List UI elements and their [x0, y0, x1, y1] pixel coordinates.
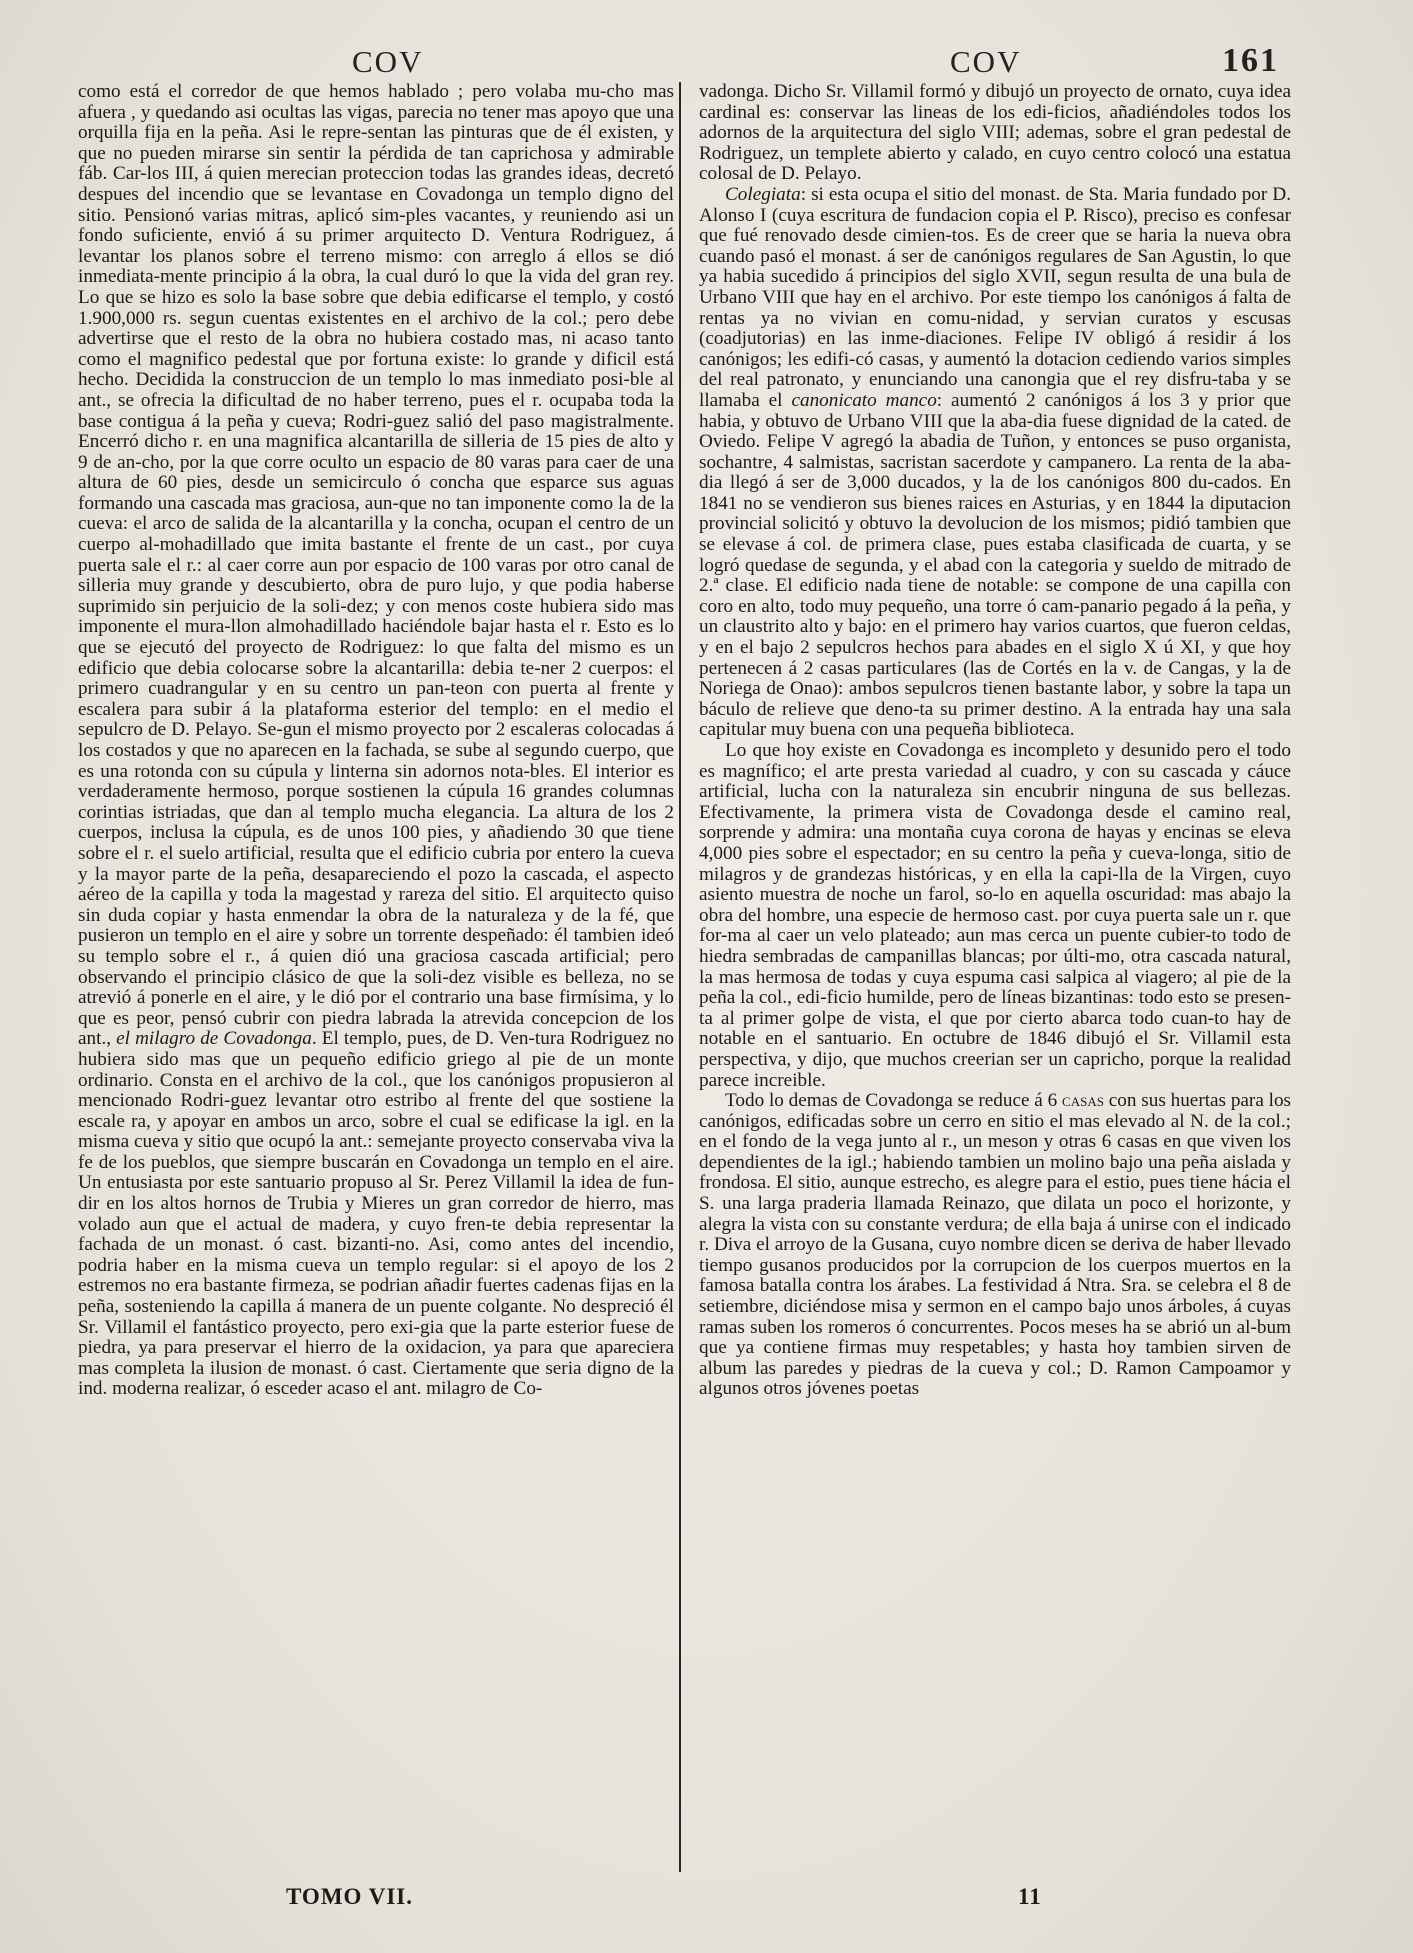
right-paragraph-3: Lo que hoy existe en Covadonga es incompleto y desunido pero el todo es magnífico; el arte presta variedad al cuadro, y con su cascada y cáuce artificial, lucha con la naturaleza sin encubrir ninguna de sus bellezas. Efectivamente, la primera vista de Covadonga desde el camino real, sorprende y admira: una montaña cuya corona de hayas y encinas se eleva 4,000 pies sobre el espectador; en su centro la peña y cueva-longa, sitio de milagros y de grandezas históricas, y en ella la capi-lla de la Virgen, cuyo asiento muestra de noche un farol, so-lo en aquella oscuridad: mas abajo la obra del hombre, una especie de hermoso cast. por cuya puerta sale un r. que for-ma al caer un velo plateado; aun mas cerca un puente cubier-to todo de hiedra sembradas de campanillas blancas; por últi-mo, otra cascada natural, la mas hermosa de todas y cuya espuma casi salpica al viagero; al pie de la peña la col., edi-ficio humilde, pero de líneas bizantinas: todo esto se presen-ta al primer golpe de vista, el que por cierto abarca todo cuan-to hay de notable en el santuario. En octubre de 1846 dibujó el Sr. Villamil esta perspectiva, y dijo, que muchos creerian ser un capricho, porque la realidad parece increible.	[699, 740, 1291, 1091]
right-italic-phrase: canonicato manco	[791, 389, 937, 411]
right-paragraph-4	[699, 1091, 1291, 1400]
right-paragraph-1: vadonga. Dicho Sr. Villamil formó y dibujó un proyecto de ornato, cuya idea cardinal es: conservar las lineas de los edi-ficios, añadiéndoles todos los adornos de la arquitectura del siglo VIII; ademas, sobre el gran pedestal de Rodriguez, un templete abierto y calado, en cuyo centro colocó una estatua colosal de D. Pelayo.	[699, 82, 1291, 185]
colegiata-label: Colegiata	[725, 183, 801, 205]
signature-mark: 11	[1018, 1884, 1042, 1909]
running-head-left: COV	[352, 44, 424, 79]
right-text-2: : si esta ocupa el sitio del monast. de Sta. Maria fundado por D. Alonso I (cuya escritura de fundacion copia el P. Risco), preciso es confesar que fué renovado desde cimien-tos. Es de creer que se haria la nueva obra cuando pasó el monast. á ser de canónigos regulares de San Agustin, lo que ya habia sucedido á principios del siglo XVII, segun resulta de una bula de Urbano VIII que hay en el archivo. Por este tiempo los canónigos á falta de rentas ya no vivian en comu-nidad, y servian curatos y escusas (coadjutorias) en las inme-diaciones. Felipe IV obligó á residir á los canónigos; les edifi-có casas, y aumentó la dotacion cediendo varios simples del real patronato, y enunciando una canongia que el rey disfru-taba y se llamaba el	[699, 183, 1291, 411]
right-text-4b: con sus huertas para los canónigos, edificadas sobre un cerro en sitio el mas elevado al N. de la col.; en el fondo de la vega junto al r., un meson y otras 6 casas en que viven los dependientes de la igl.; habiendo tambien un molino bajo una peña aislada y frondosa. El sitio, aunque estrecho, es alegre para el estio, pues tiene hácia el S. una larga praderia llamada Reinazo, que dilata un poco el horizonte, y alegra la vista con su constante verdura; de ella baja á unirse con el indicado r. Diva el arroyo de la Gusana, cuyo nombre dicen se deriva de haber llevado tiempo gusanos producidos por la corrupcion de los cuerpos muertos en la famosa batalla contra los árabes. La festividad á Ntra. Sra. se celebra el 8 de setiembre, diciéndose misa y sermon en el campo bajo unos árboles, á cuyas ramas suben los romeros ó concurrentes. Pocos meses ha se abrió un al-bum que ya contiene firmas muy respetables; y hasta hoy tambien sirven de album las paredes y piedras de la cueva y col.; D. Ramon Campoamor y algunos otros jóvenes poetas	[699, 1090, 1291, 1400]
left-paragraph-1	[78, 82, 674, 1400]
column-divider	[679, 82, 681, 1872]
left-column	[78, 82, 674, 1882]
right-text-2b: : aumentó 2 canónigos á los 3 y prior que habia, y obtuvo de Urbano VIII que la aba-dia fuese dignidad de la cated. de Oviedo. Felipe V agregó la abadia de Tuñon, y entonces se puso organista, sochantre, 4 salmistas, sacristan sacerdote y campanero. La renta de la aba-dia llegó á ser de 3,000 ducados, y la de los canónigos 800 du-cados. En 1841 no se vendieron sus bienes raices en Asturias, y en 1844 la diputacion provincial solicitó y obtuvo la devolucion de los mismos; pidió tambien que se elevase á col. de primera clase, pues estaba clasificada de cuarta, y se logró quedase de segunda, y el abad con la categoria y sueldo de mitrado de 2.ª clase. El edificio nada tiene de notable: se compone de una capilla con coro en alto, todo muy pequeño, una torre ó cam-panario pegado á la peña, y un claustrito alto y bajo: en el primero hay varios cuartos, que fueron celdas, y en el bajo 2 sepulcros hechos para abades en el siglo X ú XI, y que hoy pertenecen á 2 casas particulares (las de Cortés en la v. de Cangas, y la de Noriega de Onao): ambos sepulcros tienen bastante labor, y sobre la tapa un báculo de relieve que deno-ta su primer destino. A la entrada hay una sala capitular muy buena con una pequeña biblioteca.	[699, 389, 1291, 741]
volume-footer: TOMO VII.	[286, 1884, 414, 1909]
running-head-right: COV	[950, 44, 1022, 79]
left-italic-phrase: el milagro de Covadonga	[116, 1028, 312, 1050]
left-text-1: como está el corredor de que hemos hablado ; pero volaba mu-cho mas afuera , y quedando asi ocultas las vigas, parecia no tener mas apoyo que una orquilla fija en la peña. Asi le repre-sentan las pinturas que de él existen, y que no pueden mirarse sin sentir la pérdida de tan caprichosa y admirable fáb. Car-los III, á quien merecian proteccion todas las grandes ideas, decretó despues del incendio que se levantase en Covadonga un templo digno del sitio. Pensionó varias mitras, aplicó sim-ples vacantes, y reuniendo asi un fondo suficiente, envió á su primer arquitecto D. Ventura Rodriguez, á levantar los planos sobre el terreno mismo: con arreglo á ellos se dió inmediata-mente principio á la obra, la cual duró lo que la vida del gran rey. Lo que se hizo es solo la base sobre que debia edificarse el templo, y costó 1.900,000 rs. segun cuentas existentes en el archivo de la col.; pero debe advertirse que el resto de la obra no hubiera costado mas, ni acaso tanto como el magnifico pedestal que por fortuna existe: lo grande y dificil está hecho. Decidida la construccion de un templo lo mas inmediato posi-ble al ant., se ofrecia la dificultad de no haber terreno, pues el r. ocupaba toda la base contigua á la peña y cueva; Rodri-guez salió del paso magistralmente. Encerró dicho r. en una magnifica alcantarilla de silleria de 15 pies de alto y 9 de an-cho, por la que corre oculto un espacio de 80 varas para caer de una altura de 60 pies, desde un semicirculo ó concha que esparce sus aguas formando una cascada mas graciosa, aun-que no tan imponente como la de la cueva: el arco de salida de la alcantarilla y la concha, ocupan el centro de un cuerpo al-mohadillado que imita bastante el frente de un cast., por cuya puerta sale el r.: al caer corre aun por espacio de 100 varas por otro canal de silleria muy grande y descubierto, obra de puro lujo, y que podia haberse suprimido sin perjuicio de la soli-dez; y con menos coste hubiera sido mas imponente el mura-llon almohadillado haciéndole bajar hasta el r. Esto es lo que se ejecutó del proyecto de Rodriguez: lo que falta del mismo es un edificio que debia colocarse sobre la alcantarilla: debia te-ner 2 cuerpos: el primero cuadrangular y en su centro un pan-teon con puerta al frente y escalera para subir á la plataforma esterior del templo: en el medio el sepulcro de D. Pelayo. Se-gun el mismo proyecto por 2 escaleras colocadas á los costados y que no aparecen en la fachada, se sube al segundo cuerpo, que es una rotonda con su cúpula y linterna sin adornos nota-bles. El interior es verdaderamente hermoso, porque sostienen la cúpula 16 grandes columnas corintias istriadas, que dan al templo mucha elegancia. La altura de los 2 cuerpos, inclusa la cúpula, es de unos 100 pies, y añadiendo 30 que tiene sobre el r. el suelo artificial, resulta que el edificio cubria por entero la cueva y la mayor parte de la peña, desapareciendo el pozo la cascada, el aspecto aéreo de la capilla y toda la magestad y rareza del sitio. El arquitecto quiso sin duda copiar y hasta enmendar la obra de la naturaleza y de la fé, que pusieron un templo en el aire y sobre un torrente despeñado: él tambien ideó su templo sobre el r., á quien dió una graciosa cascada artificial; pero observando el principio clásico de que la soli-dez visible es belleza, no se atrevió á ponerle en el aire, y le dió por el contrario una base firmísima, y lo que es peor, pensó cubrir con piedra labrada la atrevida concepcion de los ant.,	[78, 82, 674, 1050]
right-column	[699, 82, 1291, 1882]
right-text-4a: Todo lo demas de Covadonga se reduce á 6	[725, 1090, 1058, 1112]
right-paragraph-colegiata	[699, 185, 1291, 741]
page-number: 161	[1222, 42, 1279, 79]
casas-smallcaps: casas	[1062, 1090, 1104, 1112]
left-text-2: . El templo, pues, de D. Ven-tura Rodriguez no hubiera sido mas que un pequeño edificio griego al pie de un monte ordinario. Consta en el archivo de la col., que los canónigos propusieron al mencionado Rodri-guez levantar otro estribo al frente del que sostiene la escale ra, y apoyar en ambos un arco, sobre el cual se edificase la igl. en la misma cueva y sitio que ocupó la ant.: semejante proyecto conservaba viva la fe de los pueblos, que siempre buscarán en Covadonga un templo en el aire. Un entusiasta por este santuario propuso al Sr. Perez Villamil la idea de fun-dir en los altos hornos de Trubia y Mieres un gran corredor de hierro, mas volado aun que el actual de madera, y cuyo fren-te debia representar la fachada de un monast. ó cast. bizanti-no. Asi, como antes del incendio, podria haber en la misma cueva un templo regular: si el apoyo de los 2 estremos no era bastante firmeza, se podrian añadir fuertes cadenas fijas en la peña, sosteniendo la capilla á manera de un puente colgante. No despreció él Sr. Villamil el fantástico proyecto, pero exi-gia que la parte esterior fuese de piedra, ya para preservar el hierro de la oxidacion, ya para que apareciera mas completa la ilusion de monast. ó cast. Ciertamente que seria digno de la ind. moderna realizar, ó esceder acaso el ant. milagro de Co-	[78, 1028, 674, 1400]
